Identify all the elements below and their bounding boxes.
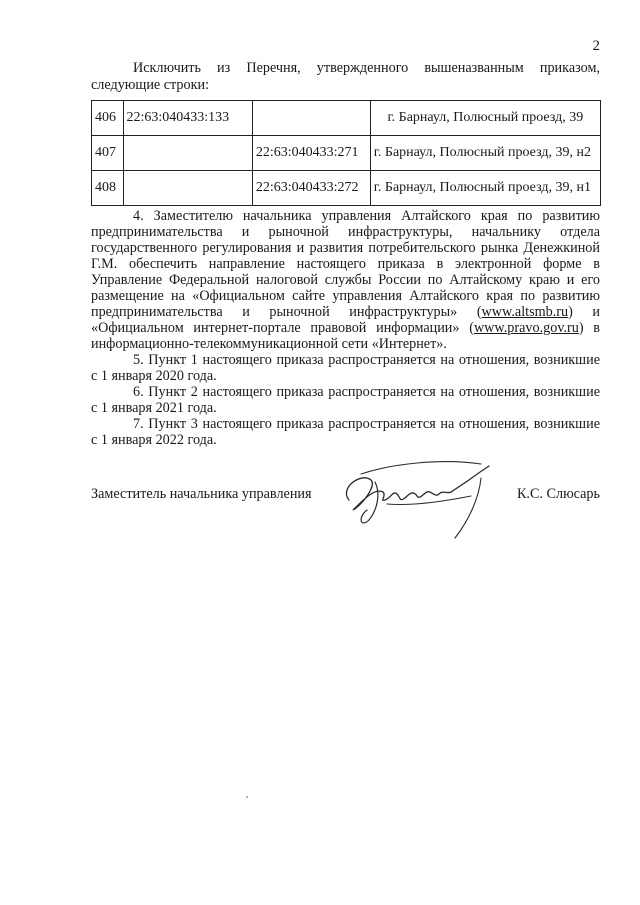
cadastral-number-building: 22:63:040433:133: [123, 101, 252, 136]
paragraph-4-text-a: 4. Заместителю начальника управления Алтайского края по развитию предпринимательства и рыночной инфраструктуры, начальнику отдела государственного регулирования и развития потребительского рынка Денежкиной Г.М. обеспечить направление настоящего приказа в электронной форме в Управление Федеральной налоговой службы России по Алтайскому краю и его размещение на «Официальном сайте управления Алтайского края по развитию предпринимательства и рыночной инфраструктуры» (: [91, 208, 600, 320]
table-row: [92, 136, 601, 171]
page-number: 2: [592, 38, 600, 54]
row-number: 406: [92, 101, 124, 136]
paragraph-6: 6. Пункт 2 настоящего приказа распространяется на отношения, возникшие с 1 января 2021 года.: [91, 384, 600, 416]
order-body: [91, 208, 600, 448]
pravo-link[interactable]: www.pravo.gov.ru: [473, 320, 579, 336]
row-number: 408: [92, 171, 124, 206]
cadastral-number-premises: 22:63:040433:271: [252, 136, 370, 171]
paragraph-4: [91, 208, 600, 352]
intro-line-2: следующие строки:: [91, 77, 210, 93]
handwritten-signature: [331, 458, 511, 548]
address-cell: г. Барнаул, Полюсный проезд, 39, н1: [370, 171, 600, 206]
intro-line-1: Исключить из Перечня, утвержденного вышеназванным приказом,: [133, 60, 600, 76]
cadastral-number-building: [123, 136, 252, 171]
altsmb-link[interactable]: www.altsmb.ru: [481, 304, 569, 320]
signature-block: [91, 486, 600, 546]
row-number: 407: [92, 136, 124, 171]
table-row: [92, 101, 601, 136]
scan-speck: [246, 796, 248, 798]
paragraph-4-text-b: ) и «Официальном интернет-портале правовой информации» (: [91, 304, 600, 336]
signatory-name: К.С. Слюсарь: [516, 486, 600, 502]
address-cell: г. Барнаул, Полюсный проезд, 39, н2: [370, 136, 600, 171]
cadastral-number-building: [123, 171, 252, 206]
intro-text: [91, 60, 600, 94]
paragraph-7: 7. Пункт 3 настоящего приказа распространяется на отношения, возникшие с 1 января 2022 года.: [91, 416, 600, 448]
excluded-rows-table: [91, 100, 601, 206]
table-row: [92, 171, 601, 206]
signatory-title: Заместитель начальника управления: [91, 486, 312, 502]
cadastral-number-premises: 22:63:040433:272: [252, 171, 370, 206]
address-cell: г. Барнаул, Полюсный проезд, 39: [370, 101, 600, 136]
paragraph-4-text-c: ) в информационно-телекоммуникационной сети «Интернет».: [91, 320, 600, 352]
cadastral-number-premises: [252, 101, 370, 136]
paragraph-5: 5. Пункт 1 настоящего приказа распространяется на отношения, возникшие с 1 января 2020 года.: [91, 352, 600, 384]
